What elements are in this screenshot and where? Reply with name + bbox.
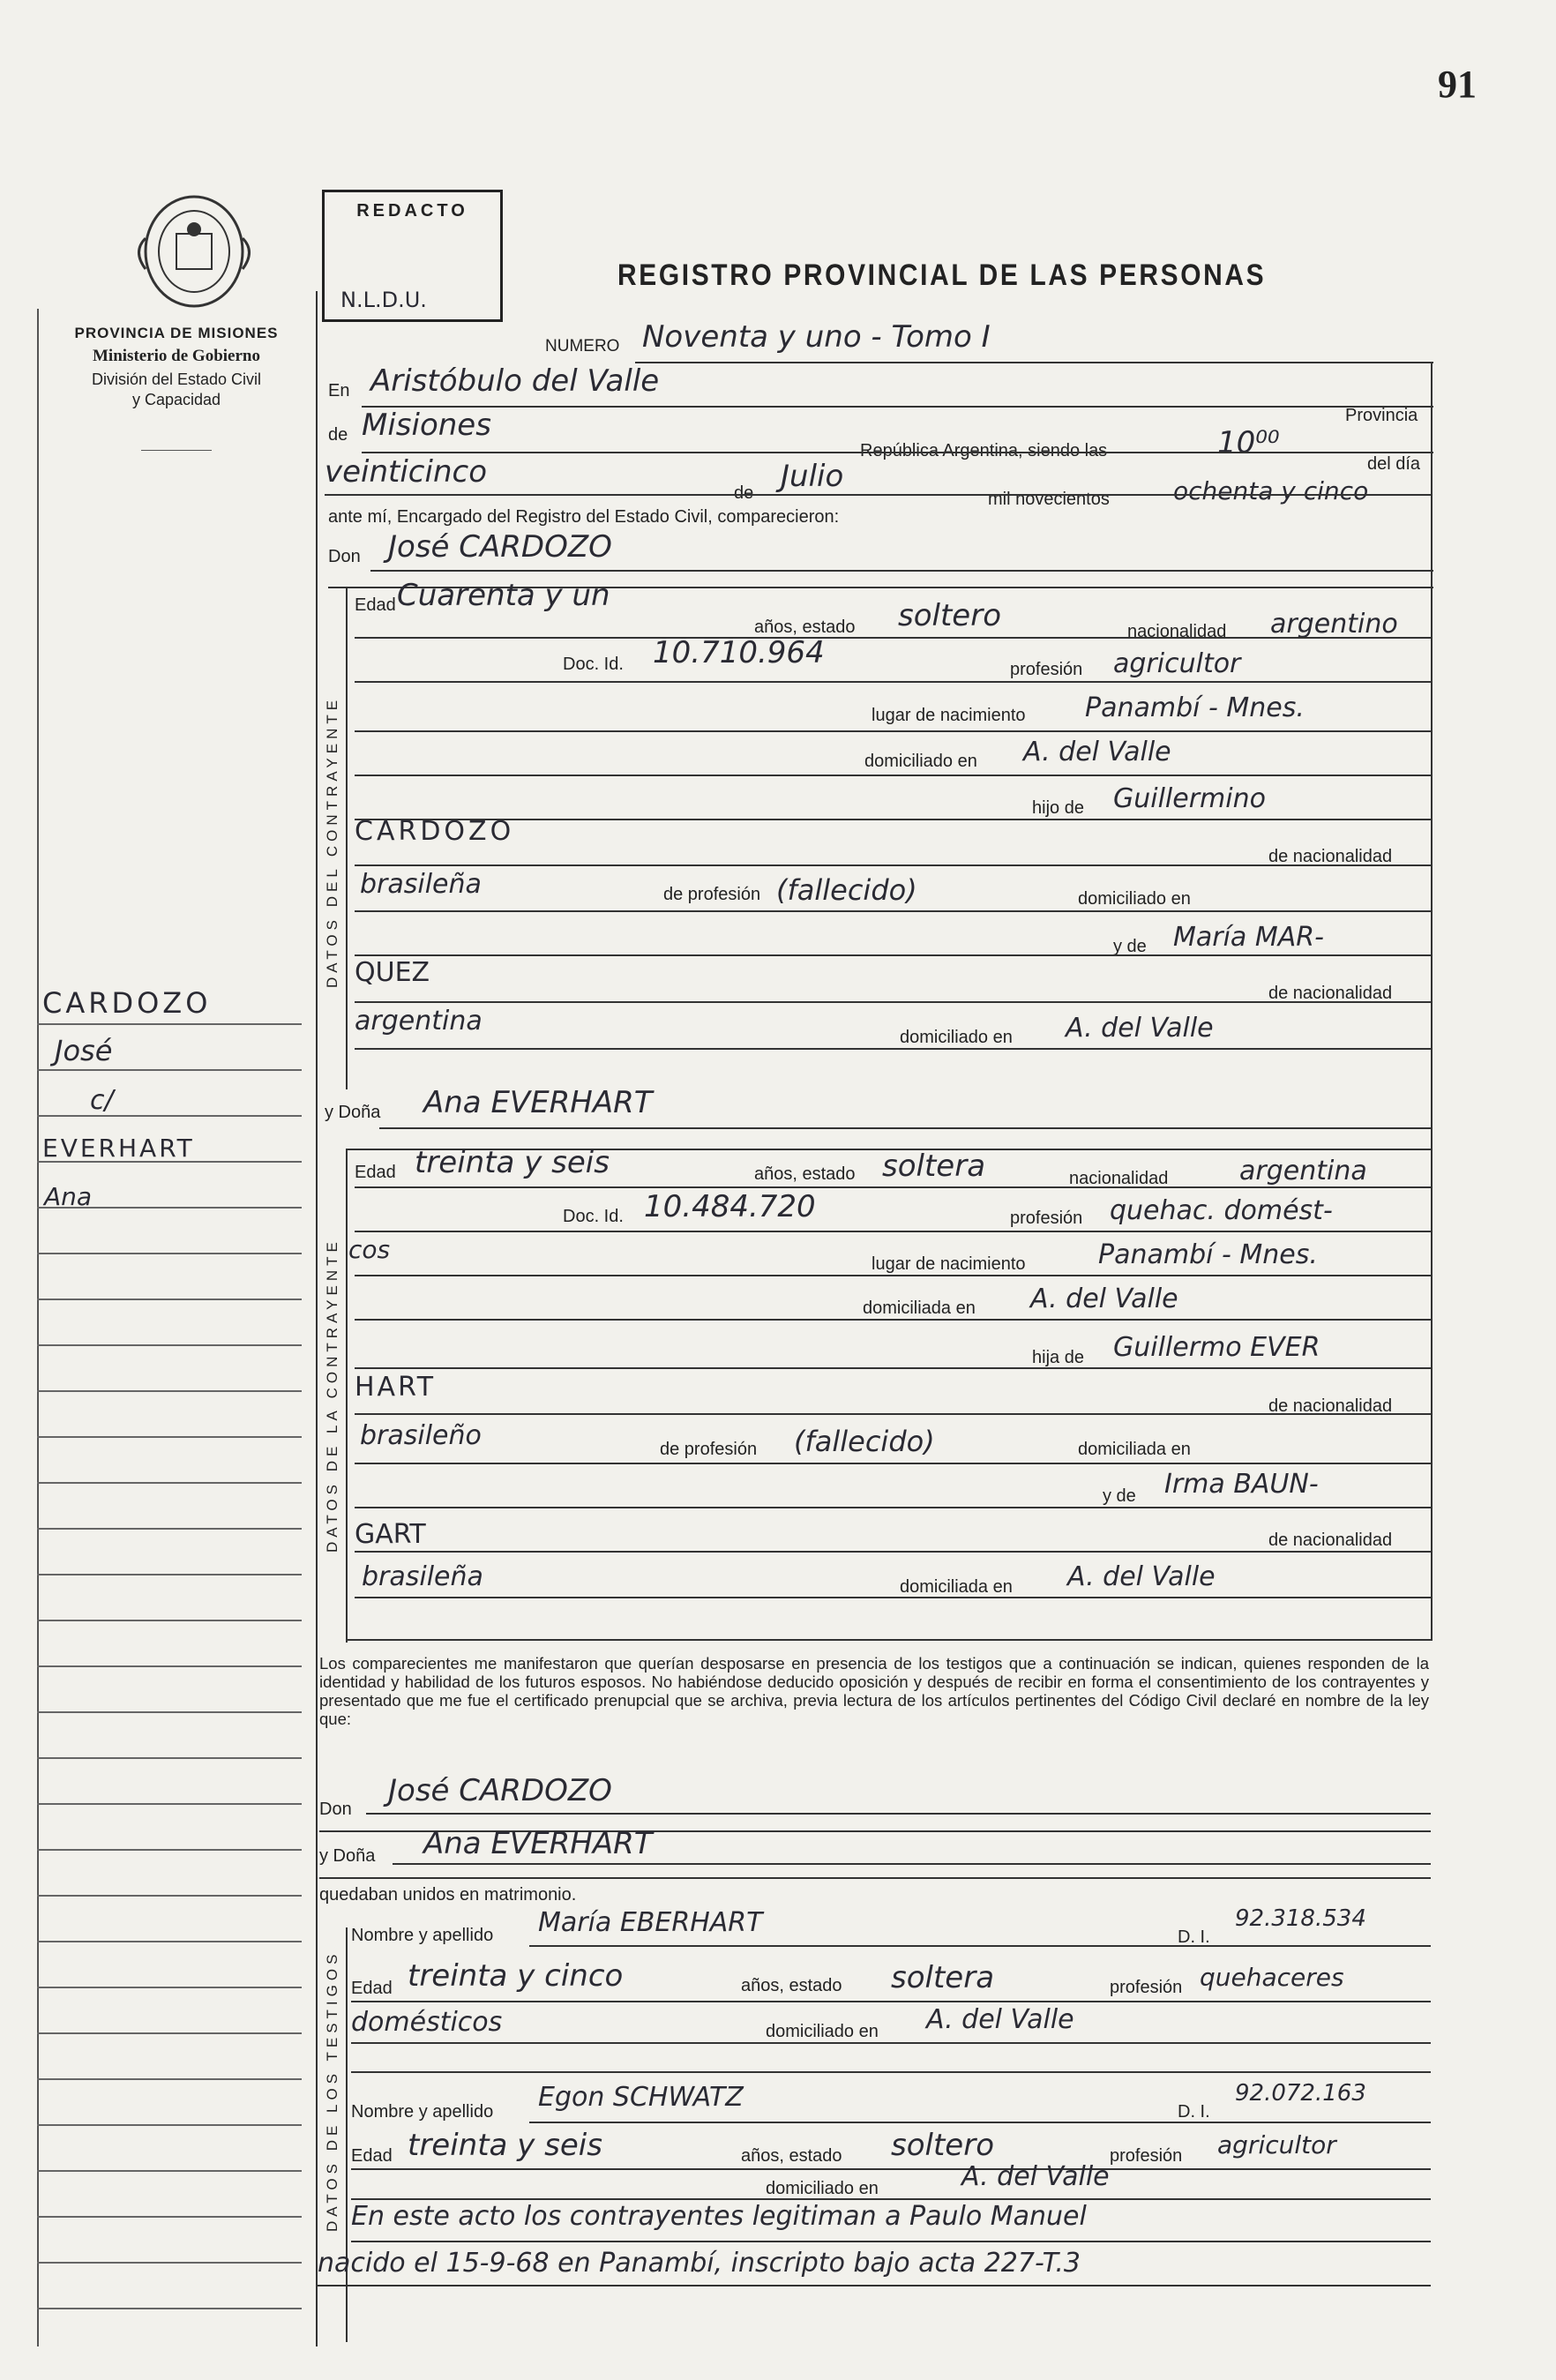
- mil-label: mil novecientos: [988, 490, 1110, 509]
- bride-father-nac-label: de nacionalidad: [1268, 1396, 1393, 1416]
- bride-anos-label: años, estado: [754, 1164, 856, 1184]
- en-value: Aristóbulo del Valle: [370, 363, 660, 399]
- margin-rule: [37, 1574, 302, 1575]
- witness2-di: 92.072.163: [1235, 2080, 1366, 2107]
- bride-father-surname-end: HART: [355, 1372, 437, 1403]
- bride-mother-domicile: A. del Valle: [1067, 1561, 1216, 1592]
- bride-doc-number: 10.484.720: [644, 1189, 816, 1224]
- witness2-age: treinta y seis: [408, 2128, 602, 2163]
- groom-father-domicilio-label: domiciliado en: [1078, 889, 1191, 909]
- bride-doc-label: Doc. Id.: [563, 1207, 624, 1226]
- hour-value: 10⁰⁰: [1217, 425, 1280, 460]
- dona-label: y Doña: [325, 1103, 381, 1122]
- bride-lugar-label: lugar de nacimiento: [872, 1254, 1026, 1274]
- groom-profesion-label: profesión: [1010, 660, 1083, 679]
- bride-edad-label: Edad: [355, 1163, 396, 1182]
- margin-rule: [37, 1987, 302, 1988]
- annotation-line2: nacido el 15-9-68 en Panambí, inscripto bajo acta 227-T.3: [318, 2248, 1081, 2279]
- groom-mother-surname-end: QUEZ: [355, 957, 430, 988]
- margin-rule: [37, 2032, 302, 2034]
- margin-rule: [37, 1069, 302, 1071]
- provincia-label: Provincia: [1345, 406, 1418, 425]
- margin-rule: [37, 1161, 302, 1163]
- annotation-line1: En este acto los contrayentes legitiman a Paulo Manuel: [351, 2201, 1087, 2232]
- bride-hija-label: hija de: [1032, 1348, 1084, 1367]
- margin-rule: [37, 1482, 302, 1484]
- margin-rule: [37, 1436, 302, 1438]
- bride-father-profession: (fallecido): [794, 1425, 935, 1458]
- groom-domicile: A. del Valle: [1023, 737, 1171, 767]
- margin-rule: [37, 1207, 302, 1209]
- margin-rule: [37, 1803, 302, 1805]
- groom-father-profession: (fallecido): [776, 873, 917, 907]
- issuer-capacity: y Capacidad: [131, 391, 221, 408]
- witness1-name: María EBERHART: [538, 1907, 763, 1938]
- groom-mother-domicilio-label: domiciliado en: [900, 1028, 1013, 1047]
- bride-father-nationality: brasileño: [360, 1420, 482, 1451]
- groom-mother-domicile: A. del Valle: [1066, 1013, 1214, 1044]
- margin-rule: [37, 1299, 302, 1300]
- bride-profession: quehac. domést-: [1110, 1195, 1333, 1226]
- unidos-label: quedaban unidos en matrimonio.: [319, 1885, 577, 1905]
- margin-surname-groom: CARDOZO: [42, 986, 212, 1020]
- province-value: Misiones: [362, 408, 491, 443]
- issuer-ministry: Ministerio de Gobierno: [93, 347, 260, 365]
- margin-name-bride: Ana: [44, 1182, 93, 1211]
- bride-mother-nationality: brasileña: [362, 1561, 483, 1592]
- month-de-label: de: [734, 483, 754, 503]
- bride-estado: soltera: [882, 1149, 986, 1184]
- margin-rule: [37, 1253, 302, 1254]
- margin-rule: [37, 1711, 302, 1713]
- bride-father-domicilio-label: domiciliada en: [1078, 1440, 1191, 1459]
- witness2-estado: soltero: [891, 2128, 994, 2163]
- margin-rule: [37, 2262, 302, 2264]
- final-dona-label: y Doña: [319, 1846, 376, 1866]
- margin-rule: [37, 1620, 302, 1621]
- groom-lugar-label: lugar de nacimiento: [872, 706, 1026, 725]
- margin-rule: [37, 2124, 302, 2126]
- issuer-province: PROVINCIA DE MISIONES: [74, 325, 279, 341]
- bride-profesion-label: profesión: [1010, 1209, 1083, 1228]
- witness2-anos-label: años, estado: [741, 2146, 842, 2166]
- witness1-profession-cont: domésticos: [351, 2007, 503, 2038]
- issuer-division: División del Estado Civil: [91, 370, 262, 388]
- witness1-domicile: A. del Valle: [926, 2004, 1074, 2035]
- bride-name: Ana EVERHART: [423, 1085, 653, 1120]
- groom-mother-first: María MAR-: [1173, 922, 1324, 953]
- groom-doc-label: Doc. Id.: [563, 655, 624, 674]
- margin-rule: [37, 1528, 302, 1530]
- margin-rule: [37, 2216, 302, 2218]
- witnesses-section-label: DATOS DE LOS TESTIGOS: [324, 1950, 340, 2232]
- witness1-profesion-label: profesión: [1110, 1978, 1183, 1997]
- groom-age: Cuarenta y un: [397, 578, 610, 613]
- groom-mother-nationality: argentina: [355, 1006, 483, 1037]
- witness2-nombre-label: Nombre y apellido: [351, 2102, 494, 2122]
- margin-rule: [37, 2170, 302, 2172]
- de-label: de: [328, 425, 348, 445]
- witness1-di-label: D. I.: [1178, 1927, 1210, 1947]
- groom-domicilio-label: domiciliado en: [864, 752, 977, 771]
- margin-surname-bride: EVERHART: [42, 1134, 195, 1163]
- groom-name: José CARDOZO: [388, 529, 612, 565]
- groom-anos-label: años, estado: [754, 617, 856, 637]
- margin-rule: [37, 1665, 302, 1667]
- witness1-nombre-label: Nombre y apellido: [351, 1926, 494, 1945]
- bride-section-label: DATOS DE LA CONTRAYENTE: [324, 1238, 340, 1553]
- numero-label: NUMERO: [545, 337, 620, 356]
- margin-rule: [37, 2078, 302, 2080]
- margin-rule: [37, 1849, 302, 1851]
- witness2-profession: agricultor: [1217, 2130, 1336, 2159]
- margin-name-groom: José: [55, 1034, 113, 1067]
- groom-section-label: DATOS DEL CONTRAYENTE: [324, 695, 340, 988]
- margin-rule: [37, 1895, 302, 1897]
- declaration-paragraph: Los comparecientes me manifestaron que querían desposarse en presencia de los testigos que a continuación se indican, quienes responden de la identidad y habilidad de los futuros esposos. No habiéndose deducido oposición y después de recibir en forma el consentimiento de los contrayentes y presentado que me fue el certificado prenupcial que se archiva, previa lectura de los artículos pertinentes del Código Civil declaré en nombre de la ley que:: [319, 1654, 1429, 1728]
- bride-mother-surname-end: GART: [355, 1519, 426, 1550]
- bride-mother-domicilio-label: domiciliada en: [900, 1577, 1013, 1597]
- groom-birthplace: Panambí - Mnes.: [1085, 692, 1305, 723]
- redacto-label: REDACTO: [356, 201, 468, 221]
- witness1-domicilio-label: domiciliado en: [766, 2022, 879, 2041]
- margin-rule: [37, 1023, 302, 1025]
- groom-nationality: argentino: [1270, 609, 1398, 640]
- groom-mother-nac-label: de nacionalidad: [1268, 984, 1393, 1003]
- coat-of-arms-seal: [123, 185, 265, 318]
- witness1-estado: soltera: [891, 1960, 995, 1995]
- witness1-di: 92.318.534: [1235, 1905, 1366, 1932]
- margin-rule: [37, 1390, 302, 1392]
- bride-mother-first: Irma BAUN-: [1164, 1469, 1319, 1500]
- bride-father-first: Guillermo EVER: [1113, 1332, 1320, 1363]
- witness1-anos-label: años, estado: [741, 1976, 842, 1995]
- groom-father-nac-label: de nacionalidad: [1268, 847, 1393, 866]
- ante-label: ante mí, Encargado del Registro del Estado Civil, comparecieron:: [328, 507, 840, 527]
- groom-doc-number: 10.710.964: [653, 635, 825, 670]
- groom-father-profesion-label: de profesión: [663, 885, 761, 904]
- del-dia-label: del día: [1367, 454, 1421, 474]
- bride-domicilio-label: domiciliada en: [863, 1299, 976, 1318]
- groom-mother-label: y de: [1113, 937, 1147, 956]
- margin-rule: [37, 2308, 302, 2309]
- don-label: Don: [328, 547, 361, 566]
- republica-label: República Argentina, siendo las: [860, 441, 1108, 460]
- bride-mother-nac-label: de nacionalidad: [1268, 1531, 1393, 1550]
- bride-age: treinta y seis: [415, 1145, 610, 1180]
- groom-estado: soltero: [898, 598, 1001, 633]
- bride-nacionalidad-label: nacionalidad: [1069, 1169, 1169, 1188]
- bride-profession-cont: cos: [348, 1235, 391, 1264]
- witness1-edad-label: Edad: [351, 1979, 393, 1998]
- witness2-domicile: A. del Valle: [961, 2161, 1110, 2192]
- groom-father-surname: CARDOZO: [355, 816, 515, 847]
- day-value: veinticinco: [325, 454, 487, 490]
- final-bride-name: Ana EVERHART: [423, 1826, 653, 1861]
- final-don-label: Don: [319, 1800, 352, 1819]
- witness1-age: treinta y cinco: [408, 1958, 624, 1994]
- month-value: Julio: [781, 459, 844, 494]
- witness2-edad-label: Edad: [351, 2146, 393, 2166]
- page-number: 91: [1438, 63, 1477, 106]
- redacto-value: N.L.D.U.: [340, 288, 427, 312]
- bride-nationality: argentina: [1239, 1156, 1367, 1186]
- witness1-profession: quehaceres: [1200, 1963, 1344, 1992]
- bride-mother-label: y de: [1103, 1486, 1136, 1506]
- margin-rule: [37, 1115, 302, 1117]
- witness2-name: Egon SCHWATZ: [538, 2082, 744, 2113]
- witness2-domicilio-label: domiciliado en: [766, 2179, 879, 2198]
- witness2-di-label: D. I.: [1178, 2102, 1210, 2122]
- bride-birthplace: Panambí - Mnes.: [1098, 1239, 1318, 1270]
- margin-rule: [37, 1344, 302, 1346]
- margin-rule: [37, 1757, 302, 1759]
- groom-profession: agricultor: [1113, 648, 1241, 679]
- redacto-box: [322, 190, 503, 322]
- final-groom-name: José CARDOZO: [388, 1773, 612, 1808]
- numero-value: Noventa y uno - Tomo I: [642, 319, 991, 355]
- year-value: ochenta y cinco: [1173, 476, 1369, 505]
- witness2-profesion-label: profesión: [1110, 2146, 1183, 2166]
- bride-father-profesion-label: de profesión: [660, 1440, 758, 1459]
- groom-father-first: Guillermino: [1113, 783, 1266, 814]
- groom-edad-label: Edad: [355, 595, 396, 615]
- bride-domicile: A. del Valle: [1030, 1284, 1178, 1314]
- en-label: En: [328, 381, 350, 400]
- margin-rule: [37, 1941, 302, 1942]
- groom-nacionalidad-label: nacionalidad: [1127, 622, 1227, 641]
- margin-con: c/: [90, 1085, 114, 1116]
- groom-hijo-label: hijo de: [1032, 798, 1084, 818]
- document-title: REGISTRO PROVINCIAL DE LAS PERSONAS: [617, 258, 1267, 292]
- groom-father-nationality: brasileña: [360, 869, 482, 900]
